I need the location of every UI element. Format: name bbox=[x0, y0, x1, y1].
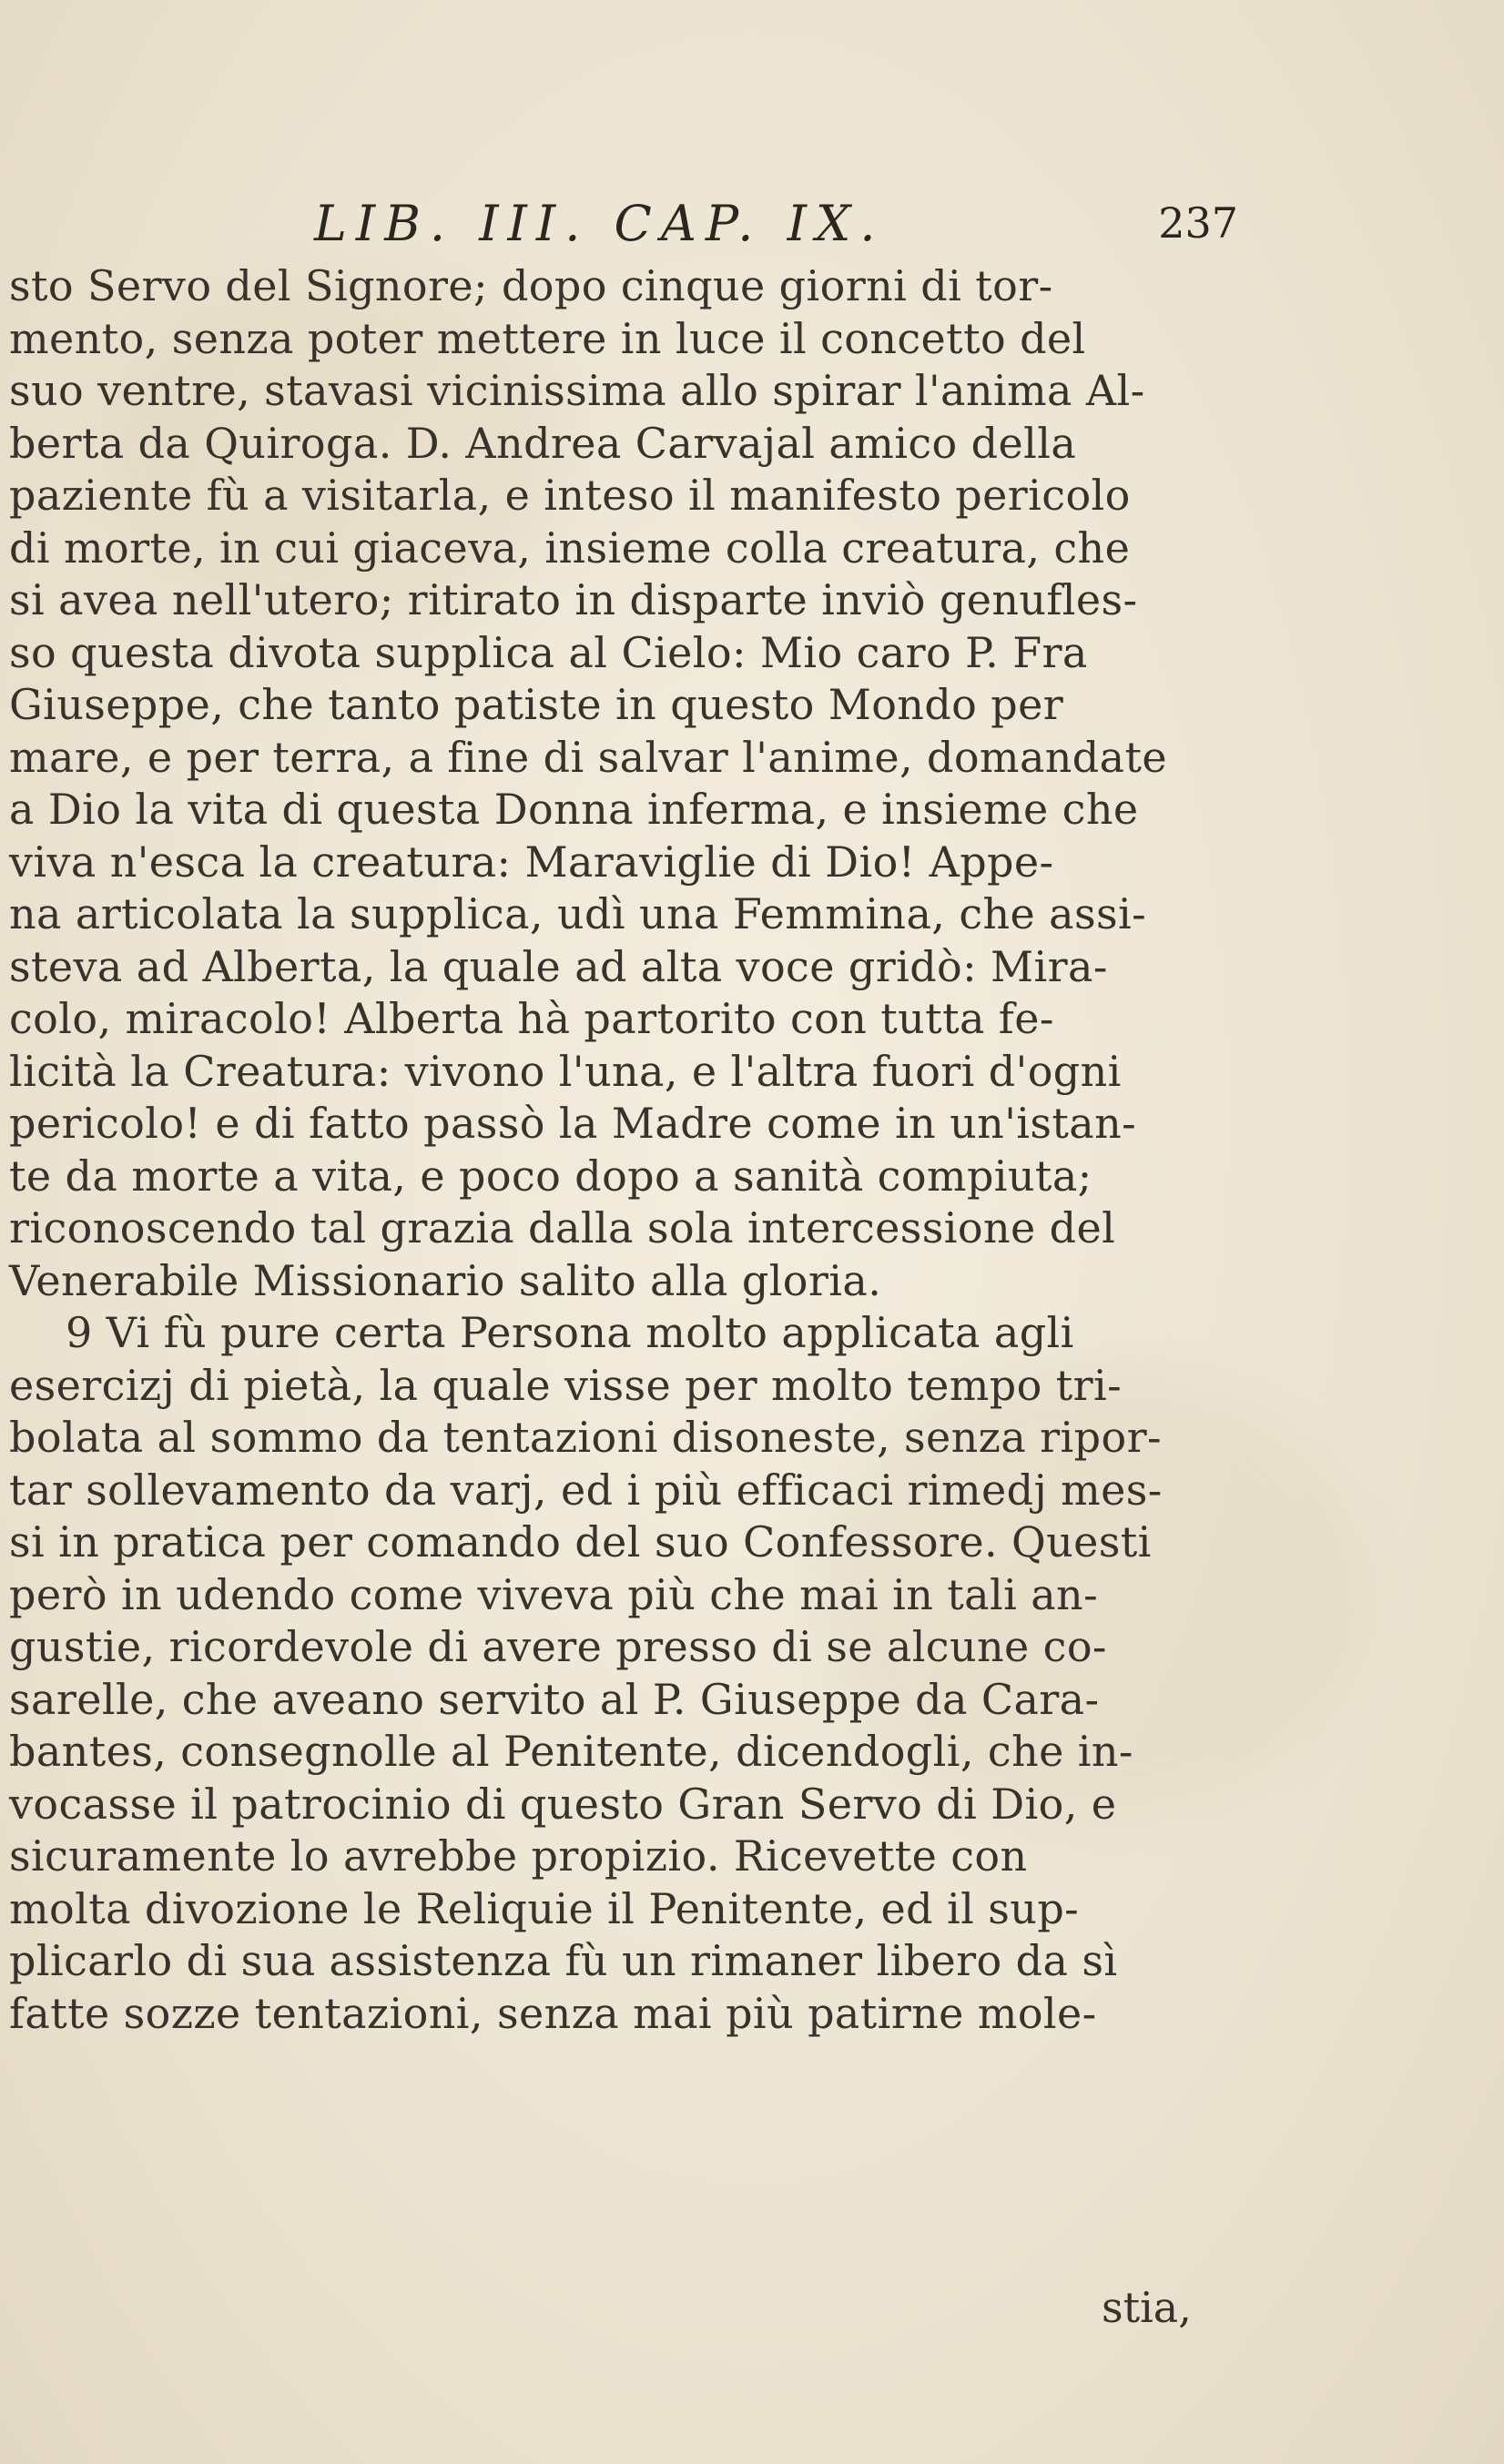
text-line: mare, e per terra, a fine di salvar l'anime, domandate bbox=[9, 732, 1167, 782]
text-line: berta da Quiroga. D. Andrea Carvajal amico della bbox=[9, 418, 1077, 468]
text-line: te da morte a vita, e poco dopo a sanità compiuta; bbox=[9, 1151, 1092, 1201]
text-line: paziente fù a visitarla, e inteso il manifesto pericolo bbox=[9, 471, 1131, 520]
text-line: tar sollevamento da varj, ed i più efficaci rimedj mes- bbox=[9, 1465, 1163, 1515]
text-line: Giuseppe, che tanto patiste in questo Mondo per bbox=[9, 680, 1064, 729]
text-line: steva ad Alberta, la quale ad alta voce gridò: Mira- bbox=[9, 941, 1108, 991]
text-line: esercizj di pietà, la quale visse per molto tempo tri- bbox=[9, 1360, 1123, 1410]
text-line: si avea nell'utero; ritirato in disparte inviò genufles- bbox=[9, 575, 1138, 624]
text-line: vocasse il patrocinio di questo Gran Servo di Dio, e bbox=[9, 1779, 1117, 1829]
text-line: mento, senza poter mettere in luce il concetto del bbox=[9, 313, 1086, 363]
text-line: molta divozione le Reliquie il Penitente, ed il sup- bbox=[9, 1883, 1080, 1933]
text-line: sarelle, che aveano servito al P. Giuseppe da Cara- bbox=[9, 1674, 1100, 1724]
text-line: sicuramente lo avrebbe propizio. Ricevette con bbox=[9, 1831, 1028, 1881]
body-text bbox=[9, 260, 1265, 2040]
paragraph-start-line: 9 Vi fù pure certa Persona molto applicata agli bbox=[66, 1308, 1074, 1357]
text-line: sto Servo del Signore; dopo cinque giorni di tor- bbox=[9, 261, 1053, 310]
catchword: stia, bbox=[1102, 2283, 1192, 2332]
text-line: plicarlo di sua assistenza fù un rimaner libero da sì bbox=[9, 1936, 1118, 1985]
text-line: na articolata la supplica, udì una Femmina, che assi- bbox=[9, 889, 1147, 938]
text-line: licità la Creatura: vivono l'una, e l'altra fuori d'ogni bbox=[9, 1046, 1122, 1096]
text-line: di morte, in cui giaceva, insieme colla creatura, che bbox=[9, 522, 1131, 573]
text-line: Venerabile Missionario salito alla gloria. bbox=[9, 1255, 882, 1305]
text-line: so questa divota supplica al Cielo: Mio caro P. Fra bbox=[9, 627, 1088, 677]
text-line: però in udendo come viveva più che mai in tali an- bbox=[9, 1569, 1099, 1619]
text-line: si in pratica per comando del suo Confessore. Questi bbox=[9, 1517, 1152, 1567]
text-line: a Dio la vita di questa Donna inferma, e insieme che bbox=[9, 785, 1139, 834]
text-line: viva n'esca la creatura: Maraviglie di Dio! Appe- bbox=[9, 837, 1054, 887]
text-line: riconoscendo tal grazia dalla sola intercessione del bbox=[9, 1203, 1116, 1252]
text-line: fatte sozze tentazioni, senza mai più patirne mole- bbox=[9, 1988, 1097, 2038]
text-line: bantes, consegnolle al Penitente, dicendogli, che in- bbox=[9, 1727, 1133, 1776]
text-line: bolata al sommo da tentazioni disoneste, senza ripor- bbox=[9, 1413, 1162, 1462]
text-line: pericolo! e di fatto passò la Madre come in un'istan- bbox=[9, 1099, 1137, 1148]
text-line: suo ventre, stavasi vicinissima allo spirar l'anima Al- bbox=[9, 366, 1145, 415]
page-number: 237 bbox=[1158, 198, 1238, 248]
text-line: gustie, ricordevole di avere presso di se alcune co- bbox=[9, 1622, 1107, 1671]
text-line: colo, miracolo! Alberta hà partorito con tutta fe- bbox=[9, 994, 1054, 1043]
page-header bbox=[314, 195, 1238, 259]
running-head: LIB. III. CAP. IX. bbox=[314, 195, 885, 252]
